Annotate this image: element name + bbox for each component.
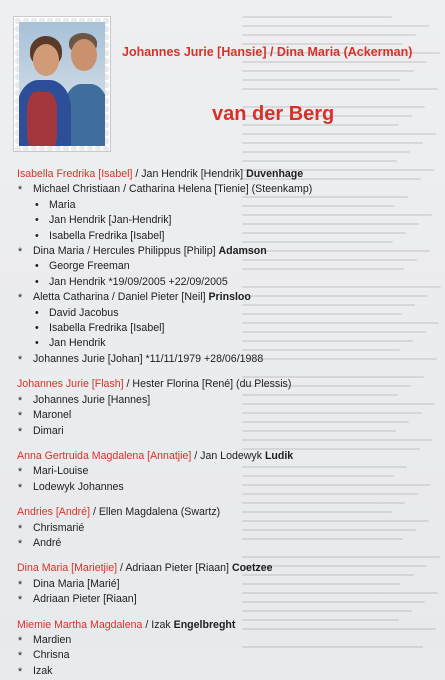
child-name: Andries [André] [17,506,91,519]
grandchild-line [17,424,437,439]
grandchild-name: André [33,536,62,549]
spouse-name: / Adriaan Pieter [Riaan] [117,562,232,575]
grandchild-line [17,664,437,679]
family-line [17,505,437,520]
grandchild-line [17,244,437,259]
grandchild-line [17,633,437,648]
grandchild-name: Dimari [33,424,64,437]
grandchild-name: Izak [33,664,53,677]
great-grandchild-line [17,259,437,274]
child-name: Miemie Martha Magdalena [17,618,143,631]
grandchild-line [17,393,437,408]
child-name: Anna Gertruida Magdalena [Annatjie] [17,449,192,462]
great-grandchild-name: George Freeman [49,260,130,273]
spouse-name: / Izak [142,618,174,631]
grandchild-line [17,521,437,536]
couple-photo-stamp [14,17,110,151]
great-grandchild-name: Jan Hendrik [Jan-Hendrik] [49,214,172,227]
grandchild-spouse-surname: Adamson [218,245,267,258]
family-line [17,618,437,633]
great-grandchild-name: David Jacobus [49,306,119,319]
spouse-name: / Ellen Magdalena (Swartz) [90,506,221,519]
grandchild-line [17,464,437,479]
grandchild-line [17,480,437,495]
grandchild-name: Lodewyk Johannes [33,480,124,493]
family-surname-title: van der Berg [212,103,335,125]
family-line [17,561,437,576]
grandchild-line [17,592,437,607]
great-grandchild-name: Isabella Fredrika [Isabel] [49,322,165,335]
grandchild-line [17,290,437,305]
great-grandchild-line [17,198,437,213]
grandchild-line [17,352,437,367]
spouse-name: / Hester Florina [René] (du Plessis) [123,378,292,391]
family-tree-list [17,167,437,679]
great-grandchild-line [17,321,437,336]
grandchild-spouse-surname: Prinsloo [208,291,251,304]
family-line [17,449,437,464]
great-grandchild-line [17,275,437,290]
family-line [17,167,437,182]
grandchild-name: Mari-Louise [33,465,89,478]
grandchild-line [17,182,437,197]
couple-heading: Johannes Jurie [Hansie] / Dina Maria (Ackerman) [122,45,413,59]
great-grandchild-name: Jan Hendrik [49,337,106,350]
grandchild-name: Michael Christiaan / Catharina Helena [Tienie] (Steenkamp) [33,183,313,196]
great-grandchild-line [17,336,437,351]
grandchild-name: Johannes Jurie [Johan] *11/11/1979 +28/06/1988 [33,352,264,365]
grandchild-name: Aletta Catharina / Daniel Pieter [Neil] [33,291,209,304]
great-grandchild-line [17,306,437,321]
grandchild-name: Maronel [33,409,72,422]
child-name: Isabella Fredrika [Isabel] [17,168,133,180]
child-name: Dina Maria [Marietjie] [17,562,118,575]
grandchild-name: Adriaan Pieter [Riaan] [33,593,137,606]
great-grandchild-name: Maria [49,198,76,211]
spouse-surname: Engelbreght [173,618,236,631]
family-line [17,377,437,392]
spouse-surname: Ludik [264,449,294,462]
grandchild-line [17,408,437,423]
great-grandchild-name: Jan Hendrik *19/09/2005 +22/09/2005 [49,275,228,288]
spouse-surname: Duvenhage [246,168,304,180]
great-grandchild-line [17,213,437,228]
great-grandchild-name: Isabella Fredrika [Isabel] [49,229,165,242]
grandchild-line [17,536,437,551]
spouse-name: / Jan Hendrik [Hendrik] [132,168,247,180]
grandchild-name: Dina Maria / Hercules Philippus [Philip] [33,245,219,258]
grandchild-name: Mardien [33,633,72,646]
couple-photo [19,22,105,146]
grandchild-name: Johannes Jurie [Hannes] [33,393,151,406]
grandchild-name: Dina Maria [Marié] [33,577,120,590]
grandchild-name: Chrismarié [33,521,85,534]
grandchild-line [17,577,437,592]
great-grandchild-line [17,229,437,244]
grandchild-name: Chrisna [33,649,70,662]
child-name: Johannes Jurie [Flash] [17,378,124,391]
spouse-surname: Coetzee [231,562,273,575]
spouse-name: / Jan Lodewyk [191,449,265,462]
